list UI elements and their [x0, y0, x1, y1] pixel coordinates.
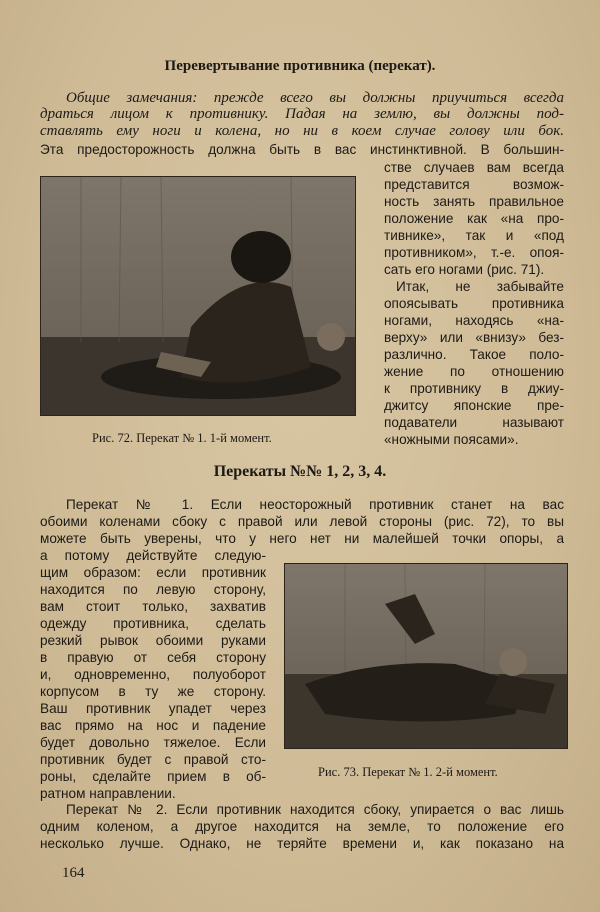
- page-number: 164: [62, 865, 85, 881]
- figure-72-photo: [40, 176, 356, 416]
- right-col-line-10: ногами, находясь «на-: [384, 313, 564, 328]
- intro-line-1: Общие замечания: прежде всего вы должны приучиться всегда: [66, 90, 564, 106]
- intro-line-3: ставлять ему ноги и колена, но ни в коем случае голову или бок.: [40, 123, 564, 139]
- figure-72-illustration: [41, 177, 355, 415]
- p1-left-line-1: а потому действуйте следую-: [40, 548, 266, 563]
- p1-left-line-13: противник будет с правой сто-: [40, 752, 266, 767]
- right-col-line-5: тивнике», так и «под: [384, 228, 564, 243]
- p1-line-2: обоими коленами сбоку с правой или левой стороны (рис. 72), то вы: [40, 514, 564, 529]
- p2-line-3: несколько лучше. Однако, не теряйте времени и, как показано на: [40, 836, 564, 851]
- p1-left-line-12: будет довольно тяжелое. Если: [40, 735, 266, 750]
- section-heading: Перекаты №№ 1, 2, 3, 4.: [213, 463, 387, 480]
- figure-73-illustration: [285, 564, 567, 748]
- right-col-line-7: сать его ногами (рис. 71).: [384, 262, 545, 277]
- p1-line-3: можете быть уверены, что у него нет ни малейшей точки опоры, а: [40, 531, 564, 546]
- right-col-line-15: джитсу японские пре-: [384, 398, 564, 413]
- p1-left-line-5: одежду противника, сделать: [40, 616, 266, 631]
- intro-line-2: драться лицом к противнику. Падая на землю, вы должны под-: [40, 106, 564, 122]
- right-col-line-11: верху» или «внизу» без-: [384, 330, 564, 345]
- p2-line-2: одним коленом, а другое находится на земле, то положение его: [40, 819, 564, 834]
- right-col-line-8: Итак, не забывайте: [396, 279, 564, 294]
- p1-left-line-11: вас прямо на нос и падение: [40, 718, 266, 733]
- right-col-line-12: различно. Такое поло-: [384, 347, 564, 362]
- p2-line-1: Перекат № 2. Если противник находится сбоку, упирается о вас лишь: [66, 802, 564, 817]
- p1-left-line-3: находится по левую сторону,: [40, 582, 266, 597]
- right-col-line-9: опоясывать противника: [384, 296, 564, 311]
- p1-left-line-2: щим образом: если противник: [40, 565, 266, 580]
- right-col-line-17: «ножными поясами».: [384, 432, 519, 447]
- p1-left-line-15: ратном направлении.: [40, 786, 176, 801]
- right-col-line-13: жение по отношению: [384, 364, 564, 379]
- right-col-line-3: ность занять правильное: [384, 194, 564, 209]
- right-col-line-1: стве случаев вам всегда: [384, 160, 564, 175]
- right-col-line-6: противником», т.-е. опоя-: [384, 245, 564, 260]
- figure-72-caption: Рис. 72. Перекат № 1. 1-й момент.: [92, 431, 272, 445]
- p1-left-line-8: и, одновременно, полуоборот: [40, 667, 266, 682]
- p1-left-line-14: роны, сделайте прием в об-: [40, 769, 266, 784]
- intro-line-4: Эта предосторожность должна быть в вас инстинктивной. В большин-: [40, 142, 564, 157]
- p1-left-line-6: резкий рывок обоими руками: [40, 633, 266, 648]
- figure-73-caption: Рис. 73. Перекат № 1. 2-й момент.: [318, 765, 498, 779]
- p1-left-line-7: в правую от себя сторону: [40, 650, 266, 665]
- page-title: Перевертывание противника (перекат).: [164, 58, 436, 74]
- right-col-line-14: к противнику в джиу-: [384, 381, 564, 396]
- p1-line-1: Перекат № 1. Если неосторожный противник станет на вас: [66, 497, 564, 512]
- p1-left-line-10: Ваш противник упадет через: [40, 701, 266, 716]
- p1-left-line-9: корпусом в ту же сторону.: [40, 684, 266, 699]
- figure-73-photo: [284, 563, 568, 749]
- right-col-line-4: положение как «на про-: [384, 211, 564, 226]
- right-col-line-2: представится возмож-: [384, 177, 564, 192]
- p1-left-line-4: вам стоит только, захватив: [40, 599, 266, 614]
- right-col-line-16: подаватели называют: [384, 415, 564, 430]
